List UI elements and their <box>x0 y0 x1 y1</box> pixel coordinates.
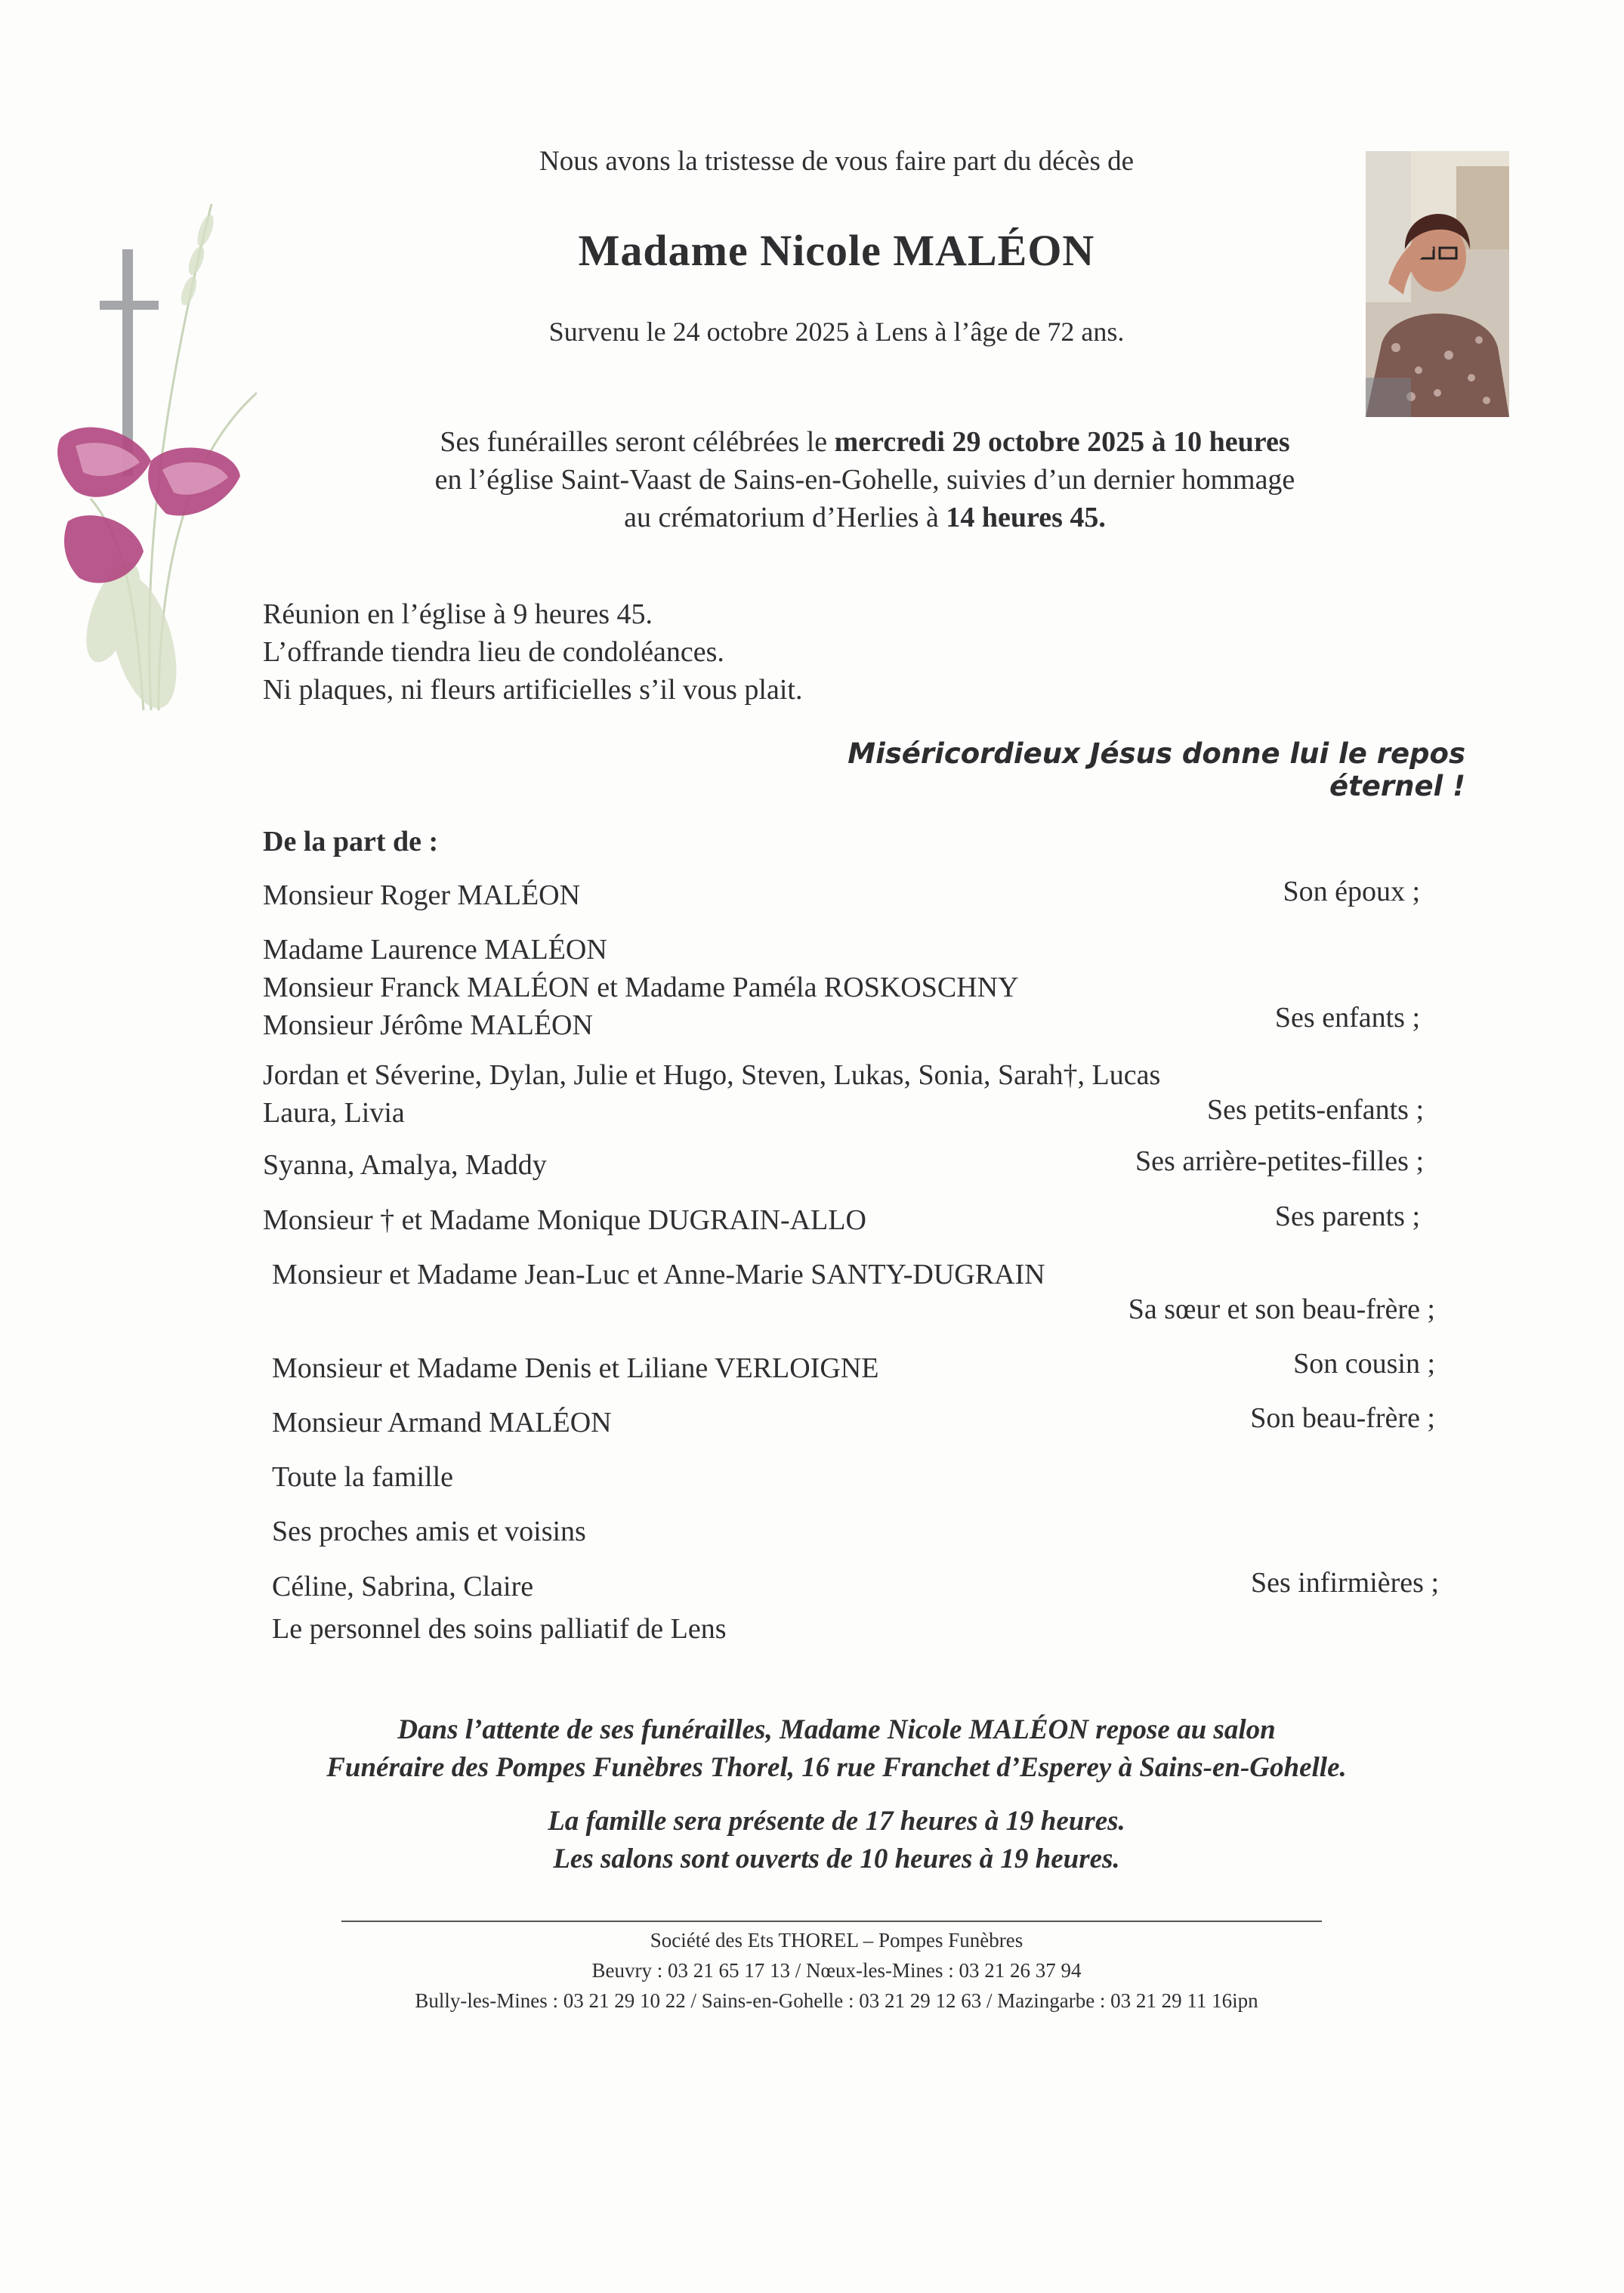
relative-role: Sa sœur et son beau-frère ; <box>1128 1293 1435 1325</box>
footer-phones: Bully-les-Mines : 03 21 29 10 22 / Sains-en-Gohelle : 03 21 29 12 63 / Mazingarbe : 03 21 29 11 16ipn <box>415 1989 1258 2012</box>
relative-role: Son beau-frère ; <box>1250 1402 1435 1434</box>
relative-name: Monsieur Armand MALÉON <box>272 1407 612 1439</box>
practical-line: Ni plaques, ni fleurs artificielles s’il vous plait. <box>263 674 803 706</box>
relative-role: Ses parents ; <box>1274 1201 1420 1232</box>
closing-line: Les salons sont ouverts de 10 heures à 19 heures. <box>553 1843 1120 1874</box>
relative-role: Son cousin ; <box>1293 1348 1435 1380</box>
footer-phones: Beuvry : 03 21 65 17 13 / Nœux-les-Mines : 03 21 26 37 94 <box>591 1959 1082 1982</box>
relative-name: Madame Laurence MALÉON <box>263 934 607 966</box>
relative-role: Ses arrière-petites-filles ; <box>1135 1145 1424 1177</box>
relative-name: Le personnel des soins palliatif de Lens <box>272 1613 727 1645</box>
practical-line: L’offrande tiendra lieu de condoléances. <box>263 636 724 668</box>
relative-block <box>263 931 1019 1044</box>
funeral-line2: en l’église Saint-Vaast de Sains-en-Gohelle, suivies d’un dernier hommage <box>434 464 1295 496</box>
relative-name: Monsieur † et Madame Monique DUGRAIN-ALLO <box>263 1204 866 1236</box>
relative-name: Monsieur Jérôme MALÉON <box>263 1009 593 1041</box>
portrait-photo <box>1366 151 1509 417</box>
relative-name: Monsieur et Madame Jean-Luc et Anne-Marie SANTY-DUGRAIN <box>272 1259 1045 1290</box>
footer-company: Société des Ets THOREL – Pompes Funèbres <box>650 1929 1023 1952</box>
closing-line: Dans l’attente de ses funérailles, Madame Nicole MALÉON repose au salon <box>397 1714 1276 1745</box>
prayer: Miséricordieux Jésus donne lui le repos éternel ! <box>848 737 1465 802</box>
relative-block <box>272 1568 727 1648</box>
relative-name: Céline, Sabrina, Claire <box>272 1571 534 1602</box>
practical-line: Réunion en l’église à 9 heures 45. <box>263 598 653 630</box>
relative-name: Monsieur Roger MALÉON <box>263 879 581 911</box>
intro-text: Nous avons la tristesse de vous faire part du décès de <box>539 146 1135 177</box>
from-heading: De la part de : <box>263 826 439 858</box>
relative-name: Jordan et Séverine, Dylan, Julie et Hugo, Steven, Lukas, Sonia, Sarah†, Lucas <box>263 1059 1161 1091</box>
footer-divider <box>341 1921 1322 1922</box>
closing-line: Funéraire des Pompes Funèbres Thorel, 16 rue Franchet d’Esperey à Sains-en-Gohelle. <box>326 1752 1347 1783</box>
deceased-name: Madame Nicole MALÉON <box>578 226 1095 275</box>
death-details: Survenu le 24 octobre 2025 à Lens à l’âge de 72 ans. <box>548 317 1125 347</box>
relative-role: Ses petits-enfants ; <box>1206 1094 1424 1126</box>
relative-name: Laura, Livia <box>263 1097 405 1129</box>
funeral-date: mercredi 29 octobre 2025 à 10 heures <box>834 426 1290 458</box>
relative-role: Ses infirmières ; <box>1250 1567 1439 1599</box>
closing-repose <box>0 1711 1624 1787</box>
relative-name: Ses proches amis et voisins <box>272 1516 586 1547</box>
relative-name: Monsieur et Madame Denis et Liliane VERLOIGNE <box>272 1352 879 1384</box>
relative-name: Monsieur Franck MALÉON et Madame Paméla ROSKOSCHNY <box>263 972 1019 1003</box>
funeral-line1: Ses funérailles seront célébrées le <box>440 426 835 458</box>
closing-line: La famille sera présente de 17 heures à 19 heures. <box>548 1806 1125 1837</box>
relative-name: Syanna, Amalya, Maddy <box>263 1149 547 1181</box>
footer <box>0 1925 1624 2016</box>
practical-info <box>263 595 802 709</box>
closing-hours <box>0 1803 1624 1878</box>
funeral-details <box>0 423 1624 536</box>
relative-name: Toute la famille <box>272 1461 454 1493</box>
funeral-line3: au crématorium d’Herlies à <box>624 502 946 533</box>
relative-role: Son époux ; <box>1283 876 1420 907</box>
cremation-time: 14 heures 45. <box>946 502 1106 533</box>
relative-role: Ses enfants ; <box>1274 1002 1420 1034</box>
